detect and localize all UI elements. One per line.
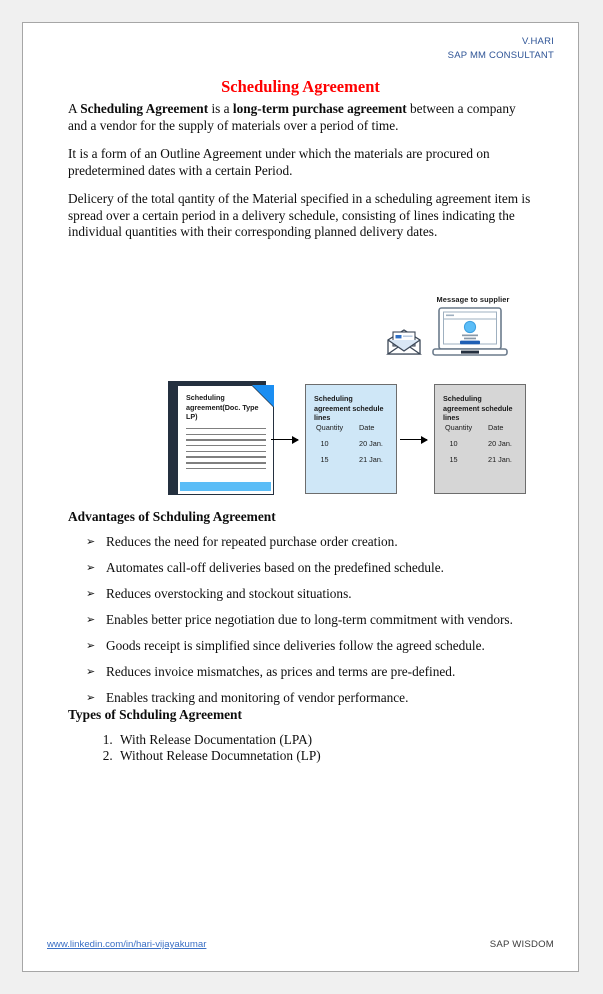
column-header-date: Date [488, 423, 504, 432]
schedule-lines-title-gray: Scheduling agreement schedule lines [443, 394, 513, 422]
list-item [68, 586, 536, 602]
footer-brand: SAP WISDOM [489, 939, 554, 950]
envelope-icon [386, 328, 422, 361]
cell-date: 21 Jan. [359, 455, 383, 464]
schedule-lines-title-blue: Scheduling agreement schedule lines [314, 394, 384, 422]
arrow-bullet-icon: ➢ [86, 613, 96, 626]
list-item [68, 638, 536, 654]
paragraph-2: It is a form of an Outline Agreement under which the materials are procured on predetermined dates with a certain Period. [68, 146, 490, 178]
list-item-text: Goods receipt is simplified since deliveries follow the agreed schedule. [106, 638, 485, 653]
arrow-bullet-icon: ➢ [86, 587, 96, 600]
message-to-supplier-label: Message to supplier [436, 295, 510, 304]
laptop-icon [431, 306, 509, 363]
list-item [68, 690, 536, 706]
arrow-bullet-icon: ➢ [86, 639, 96, 652]
table-row [312, 439, 391, 455]
cell-quantity: 10 [320, 439, 329, 448]
document-footer [47, 939, 554, 955]
column-header-date: Date [359, 423, 375, 432]
document-sheet [177, 385, 274, 495]
schedule-lines-box-blue [305, 384, 397, 494]
list-item-text: Automates call-off deliveries based on the predefined schedule. [106, 560, 444, 575]
p1-bold-2: long-term purchase agreement [232, 101, 407, 116]
list-item-text: Reduces the need for repeated purchase order creation. [106, 534, 398, 549]
paragraph-3: Delicery of the total qantity of the Material specified in a scheduling agreement item is spread over a certain period in a delivery schedule, consisting of lines indicating the individual quantities with their corresponding planned delivery dates. [68, 191, 531, 239]
cell-date: 20 Jan. [359, 439, 383, 448]
p1-bold-1: Scheduling Agreement [80, 101, 209, 116]
arrow-bullet-icon: ➢ [86, 535, 96, 548]
table-row [312, 455, 391, 471]
types-list [68, 732, 536, 763]
list-item: 1. With Release Documentation (LPA) [116, 732, 536, 748]
advantages-section [68, 509, 536, 716]
p1-part-c: is a [208, 101, 233, 116]
document-label: Scheduling agreement(Doc. Type LP) [186, 393, 259, 421]
schedule-lines-table-gray [441, 423, 520, 471]
arrow-bullet-icon: ➢ [86, 665, 96, 678]
column-header-quantity: Quantity [316, 423, 344, 432]
list-item-text: Enables better price negotiation due to long-term commitment with vendors. [106, 612, 513, 627]
document-footer-bar [180, 482, 271, 491]
p1-part-d: between a company and a vendor for the supply of materials over a period of time. [68, 101, 516, 133]
list-item [68, 534, 536, 550]
list-item [68, 664, 536, 680]
scheduling-agreement-document-icon [168, 381, 276, 499]
cell-date: 21 Jan. [488, 455, 512, 464]
schedule-lines-table-blue [312, 423, 391, 471]
arrow-document-to-blue-box [271, 439, 298, 440]
document-text-lines [186, 428, 266, 474]
list-item-text: Reduces overstocking and stockout situations. [106, 586, 352, 601]
paragraph-1 [68, 101, 536, 134]
schedule-lines-box-gray [434, 384, 526, 494]
document-page [22, 22, 579, 972]
cell-quantity: 15 [449, 455, 458, 464]
advantages-heading: Advantages of Schduling Agreement [68, 509, 276, 524]
page-title: Scheduling Agreement [221, 77, 380, 96]
list-item-text: Reduces invoice mismatches, as prices and terms are pre-defined. [106, 664, 456, 679]
types-section [68, 707, 536, 763]
cell-date: 20 Jan. [488, 439, 512, 448]
p1-part-a: A [68, 101, 81, 116]
list-item: 2. Without Release Documnetation (LP) [116, 748, 536, 764]
cell-quantity: 15 [320, 455, 329, 464]
column-header-quantity: Quantity [445, 423, 473, 432]
list-item [68, 612, 536, 628]
table-row [441, 439, 520, 455]
header-role: SAP MM CONSULTANT [447, 49, 554, 61]
arrow-blue-box-to-gray-box [400, 439, 427, 440]
document-header [448, 35, 554, 62]
scheduling-flow-diagram [163, 375, 538, 505]
body-text [68, 101, 536, 253]
list-item-text: Enables tracking and monitoring of vendor performance. [106, 690, 409, 705]
list-item [68, 560, 536, 576]
types-heading: Types of Schduling Agreement [68, 707, 242, 722]
arrow-bullet-icon: ➢ [86, 691, 96, 704]
table-row [441, 455, 520, 471]
advantages-list [68, 534, 536, 706]
arrow-bullet-icon: ➢ [86, 561, 96, 574]
linkedin-profile-link[interactable]: www.linkedin.com/in/hari-vijayakumar [47, 939, 207, 950]
header-author: V.HARI [521, 36, 554, 47]
cell-quantity: 10 [449, 439, 458, 448]
message-to-supplier-group [386, 295, 516, 365]
